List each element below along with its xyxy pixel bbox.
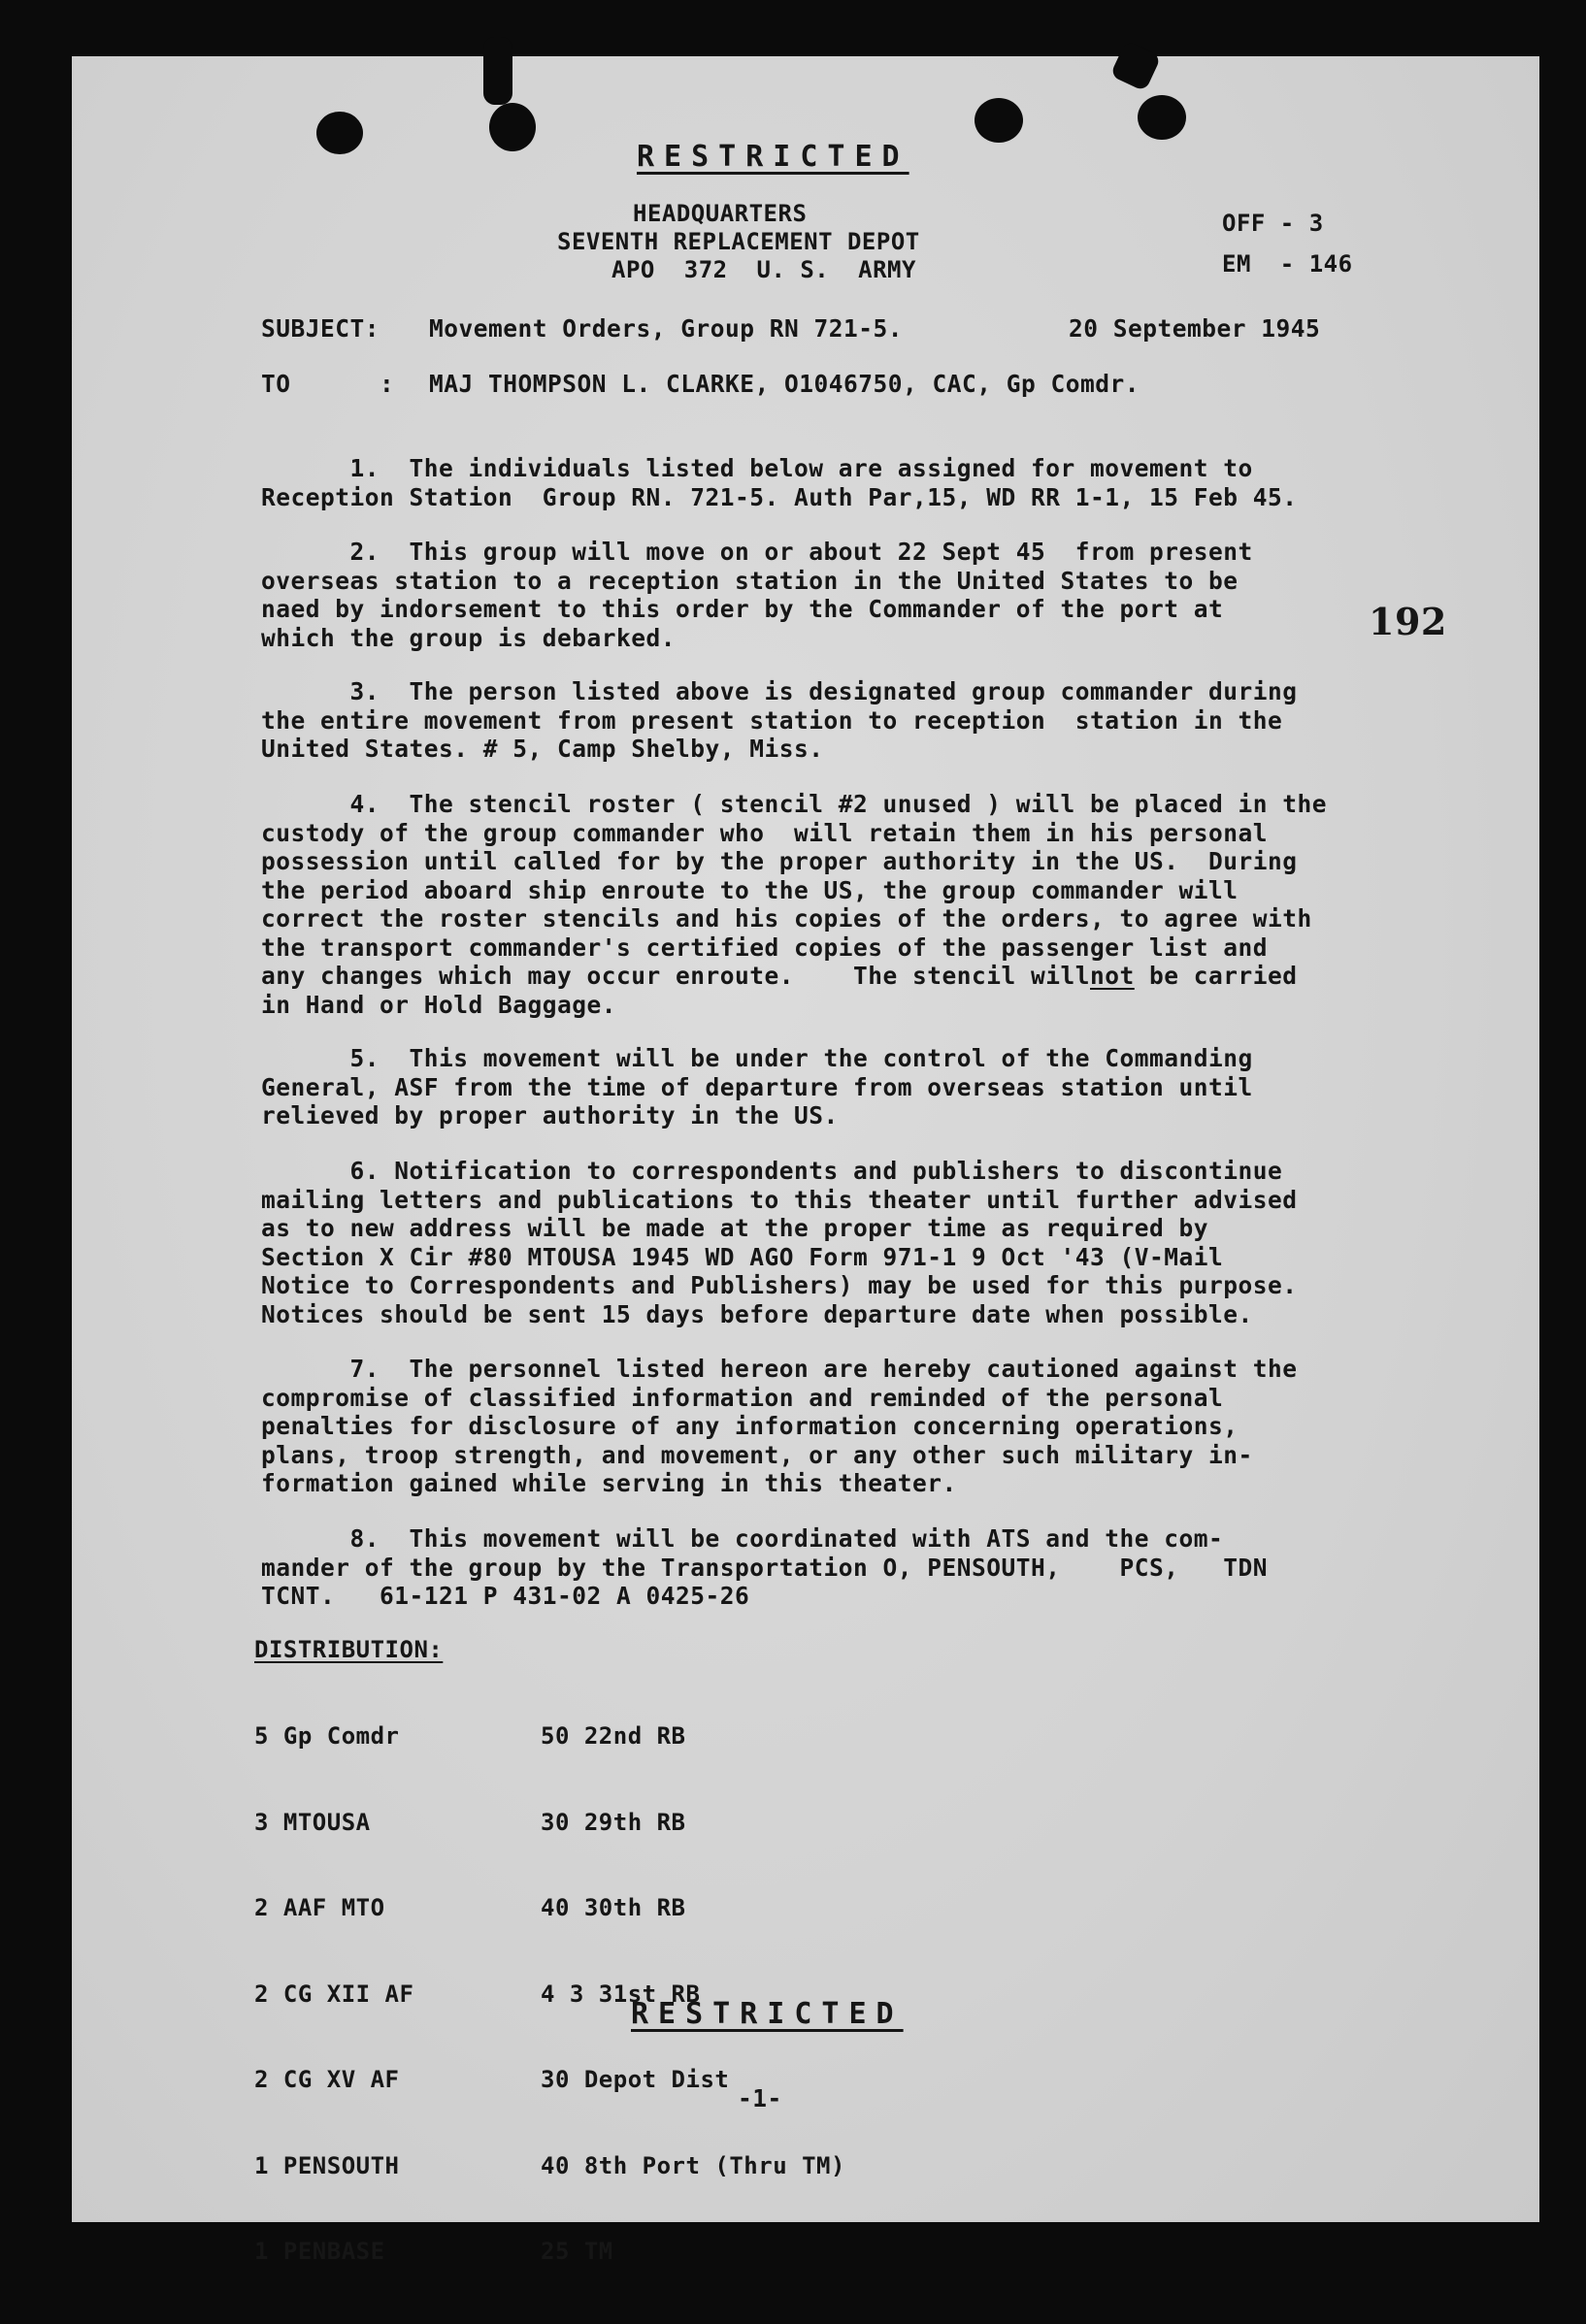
text-line: Notice to Correspondents and Publishers) may be used for this purpose. (261, 1271, 1298, 1299)
distribution-item: 1 PENBASE (254, 2238, 385, 2265)
page-number: -1- (738, 2084, 782, 2112)
distribution-item: 2 CG XV AF (254, 2066, 400, 2093)
text-line: TCNT. 61-121 P 431-02 A 0425-26 (261, 1582, 750, 1610)
text-line: possession until called for by the proper authority in the US. During (261, 847, 1298, 875)
paragraph-8 (261, 1524, 1465, 1611)
punch-hole-right (1138, 95, 1186, 140)
distribution-item: 30 29th RB (541, 1808, 686, 1836)
text-line (261, 962, 1465, 991)
text-line: mailing letters and publications to this theater until further advised (261, 1185, 1298, 1214)
subject-text: Movement Orders, Group RN 721-5. (429, 314, 904, 343)
text-line: 4. The stencil roster ( stencil #2 unused ) will be placed in the (261, 790, 1328, 818)
text-line: naed by indorsement to this order by the Commander of the port at (261, 595, 1224, 623)
text-line: overseas station to a reception station in the United States to be (261, 566, 1239, 595)
text-line: 8. This movement will be coordinated with ATS and the com- (261, 1524, 1224, 1553)
text-segment: be carried (1134, 962, 1298, 990)
distribution-item: 30 Depot Dist (541, 2066, 730, 2093)
text-line: Notices should be sent 15 days before departure date when possible. (261, 1299, 1253, 1328)
ref-line-off: OFF - 3 (1222, 210, 1324, 237)
paragraph-2 (261, 538, 1465, 652)
distribution-item: 2 AAF MTO (254, 1894, 385, 1921)
text-line: correct the roster stencils and his copies of the orders, to agree with (261, 904, 1312, 933)
text-line: 1. The individuals listed below are assigned for movement to (261, 454, 1253, 482)
distribution-left-list (254, 1665, 413, 2324)
text-line: mander of the group by the Transportation O, PENSOUTH, PCS, TDN (261, 1553, 1269, 1582)
distribution-item: 4 3 31st RB (541, 1980, 701, 2008)
text-line: 5. This movement will be under the control of the Commanding (261, 1044, 1253, 1072)
distribution-item: 50 22nd RB (541, 1722, 686, 1750)
distribution-item: 2 CG XII AF (254, 1980, 414, 2008)
org-line-1: HEADQUARTERS (633, 200, 808, 227)
to-text: MAJ THOMPSON L. CLARKE, O1046750, CAC, Gp Comdr. (429, 370, 1140, 398)
text-line: custody of the group commander who will retain them in his personal (261, 818, 1269, 847)
text-line: as to new address will be made at the proper time as required by (261, 1214, 1209, 1242)
text-line: formation gained while serving in this theater. (261, 1469, 957, 1497)
text-line: Reception Station Group RN. 721-5. Auth Par,15, WD RR 1-1, 15 Feb 45. (261, 482, 1298, 511)
classification-bottom: RESTRICTED (631, 1997, 904, 2031)
text-line: penalties for disclosure of any information concerning operations, (261, 1412, 1239, 1440)
text-line: which the group is debarked. (261, 623, 677, 652)
paragraph-3 (261, 677, 1465, 764)
fastener-tab-right (1109, 40, 1161, 91)
text-line: 6. Notification to correspondents and publishers to discontinue (261, 1157, 1283, 1185)
page-stamp-number: 192 (1369, 600, 1447, 643)
text-line: in Hand or Hold Baggage. (261, 990, 617, 1019)
text-line: 3. The person listed above is designated group commander during (261, 677, 1298, 705)
to-label: TO : (261, 370, 395, 398)
org-line-2: SEVENTH REPLACEMENT DEPOT (557, 228, 920, 255)
paragraph-5 (261, 1044, 1465, 1130)
paragraph-6 (261, 1157, 1465, 1328)
punch-hole-center-right (975, 98, 1023, 143)
text-line: compromise of classified information and reminded of the personal (261, 1383, 1224, 1412)
document-page (72, 56, 1539, 2265)
text-line: General, ASF from the time of departure from overseas station until (261, 1072, 1253, 1101)
text-segment: any changes which may occur enroute. The stencil will (261, 962, 1091, 990)
text-line: Section X Cir #80 MTOUSA 1945 WD AGO Form 971-1 9 Oct '43 (V-Mail (261, 1242, 1224, 1271)
distribution-item: 3 MTOUSA (254, 1808, 371, 1836)
distribution-right-list (541, 1665, 845, 2324)
fastener-tab-left (483, 37, 512, 105)
text-line: 2. This group will move on or about 22 Sept 45 from present (261, 538, 1253, 566)
distribution-item: 40 8th Port (Thru TM) (541, 2151, 845, 2179)
text-line: the transport commander's certified copies of the passenger list and (261, 933, 1269, 962)
distribution-item: 40 30th RB (541, 1894, 686, 1921)
distribution-item: 5 Gp Comdr (254, 1722, 400, 1750)
org-line-3: APO 372 U. S. ARMY (611, 256, 916, 283)
distribution-item: 25 TM (541, 2238, 613, 2265)
text-line: United States. # 5, Camp Shelby, Miss. (261, 735, 824, 763)
distribution-heading: DISTRIBUTION: (254, 1636, 444, 1663)
emphasis-not: not (1090, 962, 1135, 990)
text-line: the entire movement from present station to reception station in the (261, 705, 1283, 735)
ref-line-em: EM - 146 (1222, 250, 1353, 278)
text-line: 7. The personnel listed hereon are hereby cautioned against the (261, 1355, 1298, 1383)
text-line: relieved by proper authority in the US. (261, 1101, 839, 1129)
punch-hole-center-left (489, 103, 536, 151)
text-line: the period aboard ship enroute to the US, the group commander will (261, 875, 1239, 904)
classification-top: RESTRICTED (637, 140, 909, 174)
paragraph-1 (261, 454, 1465, 511)
text-line: plans, troop strength, and movement, or any other such military in- (261, 1440, 1253, 1469)
subject-date: 20 September 1945 (1069, 314, 1321, 343)
subject-label: SUBJECT: (261, 314, 380, 343)
punch-hole-left (316, 112, 363, 154)
distribution-item: 1 PENSOUTH (254, 2151, 400, 2179)
paragraph-7 (261, 1355, 1465, 1498)
paragraph-4 (261, 790, 1465, 1019)
